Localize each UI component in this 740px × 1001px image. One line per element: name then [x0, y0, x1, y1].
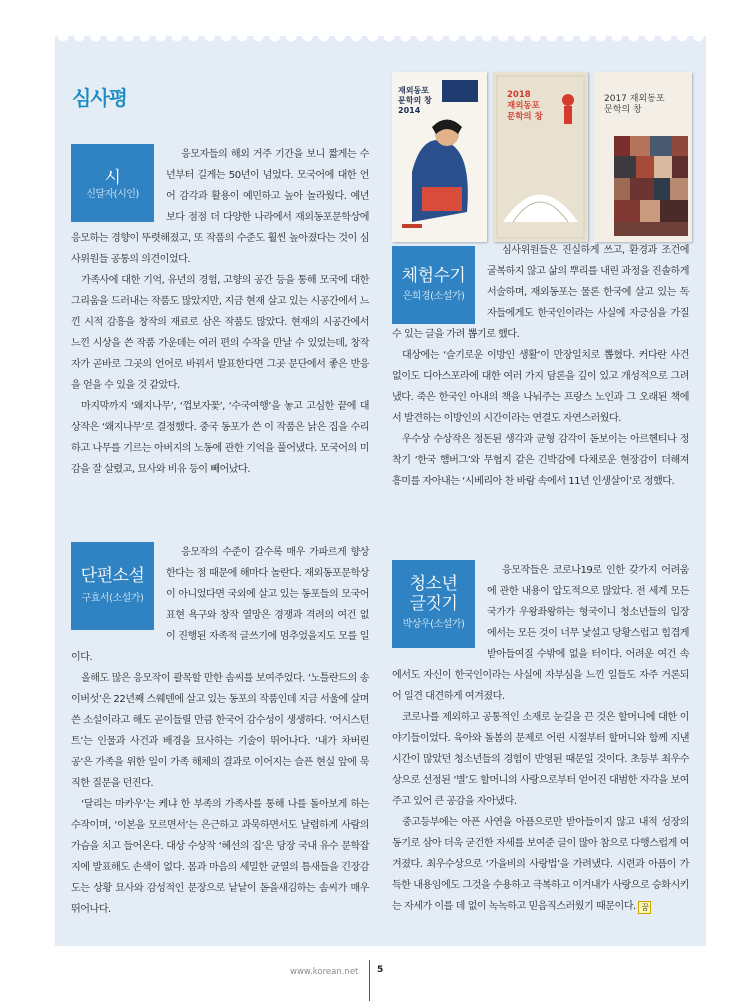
scallop-border [55, 28, 706, 44]
section-author-poetry: 신달자(시인) [86, 189, 139, 200]
poetry-paragraph-3: 마지막까지 ‘왜지나무’, ‘껍보자꽃’, ‘수국여행’을 놓고 고심한 끝에 대상작은 ‘왜지나무’로 결정했다. 중국 동포가 쓴 이 작품은 낡은 집을 수리하고 나무를 기르는 아버지의 노동에 관한 기억을 풀어냈다. 모국어의 미감을 잘 살렸고, 묘사와 비유 등이 빼어났다. [71, 401, 369, 475]
cover-2-title-line1: 2018 [507, 90, 531, 100]
youth-paragraph-2: 코로나를 제외하고 공통적인 소재로 눈길을 끈 것은 할머니에 대한 이야기들이었다. 육아와 돌봄의 문제로 어린 시절부터 할머니와 함께 지낸 시간이 많았던 청소년들의 경험이 반영된 때문일 것이다. 초등부 최우수상으로 선정된 ‘별’도 할머니의 사랑으로부터 얻어진 대범한 자각을 보여주고 있어 큰 공감을 자아냈다. [392, 712, 689, 807]
section-box-fiction [71, 542, 154, 630]
end-mark-icon: 꿈 [638, 901, 651, 914]
page-number: 5 [377, 965, 384, 975]
page-title: 심사평 [72, 86, 127, 110]
right-column-youth [392, 560, 689, 917]
section-author-youth: 박상우(소설가) [402, 619, 465, 630]
fiction-paragraph-3: ‘달리는 마카우’는 케냐 한 부족의 가족사를 통해 나를 돌아보게 하는 수작이며, ‘이본을 모르면서’는 은근하고 과묵하면서도 날렵하게 사람의 가슴을 치고 들어온다. 대상 수상작 ‘혜선의 집’은 당장 국내 유수 문학잡지에 발표해도 손색이 없다. 몸과 마음의 세밀한 균열의 틈새들을 긴장감 도는 상황 묘사와 감성적인 문장으로 낱낱이 돋을새김하는 솜씨가 매우 뛰어나다. [71, 799, 369, 915]
cover-1-title-line3: 2014 [398, 106, 421, 115]
poetry-paragraph-2: 가족사에 대한 기억, 유년의 경험, 고향의 공간 등을 통해 모국에 대한 그리움을 드러내는 작품도 많았지만, 지금 현재 살고 있는 시공간에서 느낀 시적 감흥을 창작의 재료로 삼은 작품도 많았다. 현재의 시공간에서 느낀 시상을 쓴 작품 가운데는 여러 편의 수작을 만날 수 있었는데, 창작자가 곧바로 그곳의 언어로 바꿔서 발표한다면 그곳 문단에서 좋은 반응을 얻을 수 있을 것 같았다. [71, 275, 369, 391]
section-box-youth [392, 560, 475, 648]
section-title-fiction: 단편소설 [80, 566, 145, 586]
section-author-essay: 은희경(소설가) [402, 291, 465, 302]
book-cover-1 [392, 72, 487, 242]
essay-paragraph-1: 심사위원들은 진실하게 쓰고, 환경과 조건에 굴복하지 않고 삶의 뿌리를 내린 과정을 진솔하게 서술하며, 재외동포는 물론 한국에 살고 있는 독자들에게도 한국인이라는 사실에 자긍심을 가질 수 있는 글을 가려 뽑기로 했다. [392, 245, 689, 340]
poetry-paragraph-1: 응모자들의 해외 거주 기간을 보니 짧게는 수년부터 길게는 50년이 넘었다. 모국어에 대한 언어 감각과 활용이 예민하고 높아 놀라웠다. 예년보다 점점 더 다양한 나라에서 재외동포문학상에 응모하는 경향이 뚜렷해졌고, 또 작품의 수준도 훨씬 높아졌다는 것이 심사위원들 공통의 의견이었다. [71, 149, 369, 265]
fiction-paragraph-1: 응모작의 수준이 갈수록 매우 가파르게 향상한다는 점 때문에 해마다 놀란다. 재외동포문학상이 아니었다면 국외에 살고 있는 동포들의 모국어 표현 욕구와 창작 열망은 경쟁과 격려의 여건 없이 진행된 자족적 글쓰기에 멈추었을지도 모를 일이다. [71, 547, 369, 663]
essay-paragraph-2: 대상에는 ‘슬기로운 이방인 생활’이 만장일치로 뽑혔다. 커다란 사건 없이도 디아스포라에 대한 여러 가지 담론을 깊이 있고 개성적으로 그려냈다. 죽은 한국인 아내의 책을 나눠주는 프랑스 노인과 그 오래된 책에서 발견하는 이방인의 시간이라는 연결도 자연스러웠다. [392, 350, 689, 424]
section-title-poetry: 시 [104, 168, 121, 188]
book-covers [392, 72, 692, 242]
book-cover-3 [594, 72, 692, 242]
footer-divider [369, 960, 370, 1001]
cover-2-title-line2: 재외동포 [507, 101, 540, 111]
cover-2-title-line3: 문학의 창 [507, 112, 543, 122]
section-author-fiction: 구효서(소설가) [81, 593, 144, 604]
cover-3-title-line2: 문학의 창 [604, 105, 642, 115]
fiction-paragraph-2: 올해도 많은 응모작이 괄목할 만한 솜씨를 보여주었다. ‘노틀란드의 송이버섯’은 22년째 스웨덴에 살고 있는 동포의 작품인데 지금 서울에 살며 쓴 소설이라고 해도 곧이들릴 만큼 한국어 감수성이 생생하다. ‘어시스턴트’는 인물과 사건과 배경을 묘사하는 기술이 뛰어나다. ‘내가 차버린 공’은 가족을 위한 일이 가족 해체의 결과로 이어지는 슬픈 현실 앞에 묵직한 질문을 던진다. [71, 673, 369, 789]
youth-paragraph-3-text: 중고등부에는 아픈 사연을 아픔으로만 받아들이지 않고 내적 성장의 동기로 삼아 더욱 굳건한 자세를 보여준 글이 많아 참으로 다행스럽게 여겨졌다. 최우수상으로 ‘가을비의 사랑법’을 가려냈다. 시련과 아픔이 가득한 내용임에도 그것을 수용하고 극복하고 이겨내가 사랑으로 승화시키는 자세가 이를 데 없이 녹녹하고 믿음직스러웠기 때문이다. [392, 817, 689, 912]
youth-paragraph-1: 응모작들은 코로나19로 인한 갖가지 어려움에 관한 내용이 압도적으로 많았다. 전 세계 모든 국가가 우왕좌왕하는 형국이니 청소년들의 입장에서는 모든 것이 너무 낯설고 당황스럽고 힘겹게 받아들여질 수밖에 없을 터이다. 어려운 여건 속에서도 자신이 한국인이라는 사실에 자부심을 느낀 일들도 자주 거론되어 일견 대견하게 여겨졌다. [392, 565, 689, 702]
left-column [71, 144, 369, 480]
section-title-youth-line1: 청소년 [409, 574, 458, 594]
youth-paragraph-3 [392, 812, 689, 917]
cover-1-title-line2: 문학의 창 [398, 96, 432, 105]
section-title-youth-line2: 글짓기 [409, 594, 458, 614]
left-column-fiction [71, 542, 369, 920]
essay-paragraph-3: 우수상 수상작은 정돈된 생각과 균형 감각이 돋보이는 아르헨티나 정착기 ‘한국 햄버그’와 무협지 같은 긴박감에 다채로운 현장감이 더해져 흥미를 자아내는 ‘시베리아 찬 바람 속에서 11년 인생살이’로 정했다. [392, 434, 689, 487]
right-column-essay [392, 240, 689, 492]
cover-3-title-line1: 2017 재외동포 [604, 94, 665, 104]
section-box-essay [392, 246, 475, 324]
section-title-essay: 체험수기 [401, 266, 466, 286]
section-box-poetry [71, 144, 154, 222]
cover-1-title-line1: 재외동포 [398, 86, 429, 95]
book-cover-2 [493, 72, 588, 242]
footer-url[interactable]: www.korean.net [290, 967, 359, 977]
